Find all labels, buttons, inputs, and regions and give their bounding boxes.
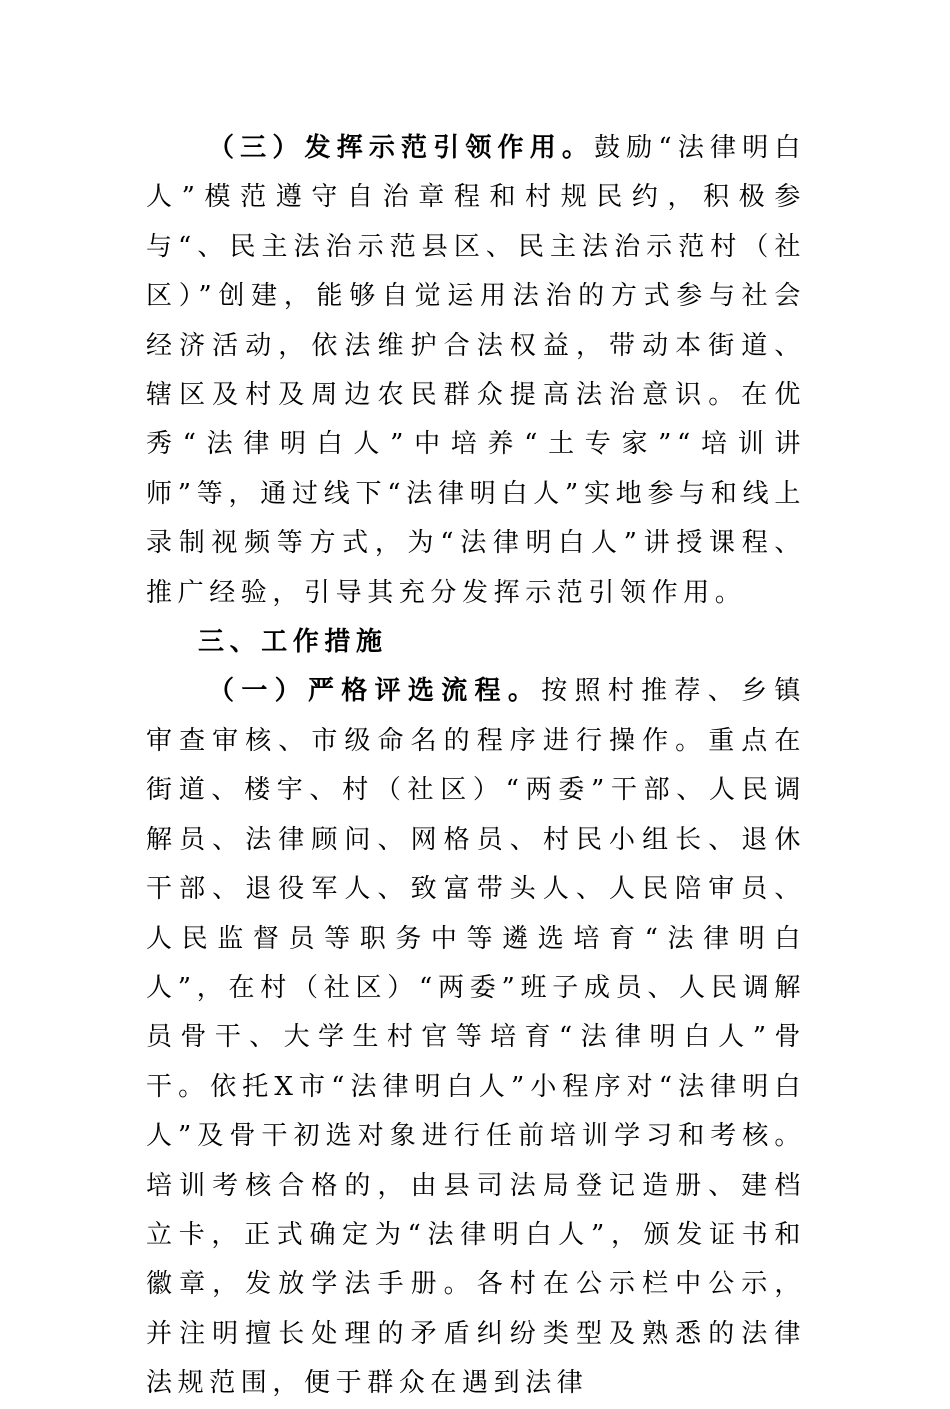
paragraph-lead-heading: （三）发挥示范引领作用。	[208, 133, 595, 163]
paragraph-body-text: 按照村推荐、乡镇审查审核、市级命名的程序进行操作。重点在街道、楼宇、村（社区）“两委”干部、人民调解员、法律顾问、网格员、村民小组长、退休干部、退役军人、致富带头人、人民陪审员、人民监督员等职务中等遴选培育“法律明白人”，在村（社区）“两委”班子成员、人民调解员骨干、大学生村官等培育“法律明白人”骨干。依托X市“法律明白人”小程序对“法律明白人”及骨干初选对象进行任前培训学习和考核。培训考核合格的，由县司法局登记造册、建档立卡，正式确定为“法律明白人”，颁发证书和徽章，发放学法手册。各村在公示栏中公示，并注明擅长处理的矛盾纠纷类型及熟悉的法律法规范围，便于群众在遇到法律	[146, 676, 806, 1399]
section-heading: 三、工作措施	[198, 627, 388, 658]
paragraph-demonstration-role	[146, 124, 806, 618]
paragraph-body-text: 鼓励“法律明白人”模范遵守自治章程和村规民约，积极参与“、民主法治示范县区、民主法治示范村（社区）”创建，能够自觉运用法治的方式参与社会经济活动，依法维护合法权益，带动本街道、辖区及村及周边农民群众提高法治意识。在优秀“法律明白人”中培养“土专家”“培训讲师”等，通过线下“法律明白人”实地参与和线上录制视频等方式，为“法律明白人”讲授课程、推广经验，引导其充分发挥示范引领作用。	[146, 133, 807, 608]
paragraph-lead-heading: （一）严格评选流程。	[208, 676, 542, 707]
document-body	[146, 124, 806, 1409]
paragraph-selection-process	[146, 667, 806, 1408]
